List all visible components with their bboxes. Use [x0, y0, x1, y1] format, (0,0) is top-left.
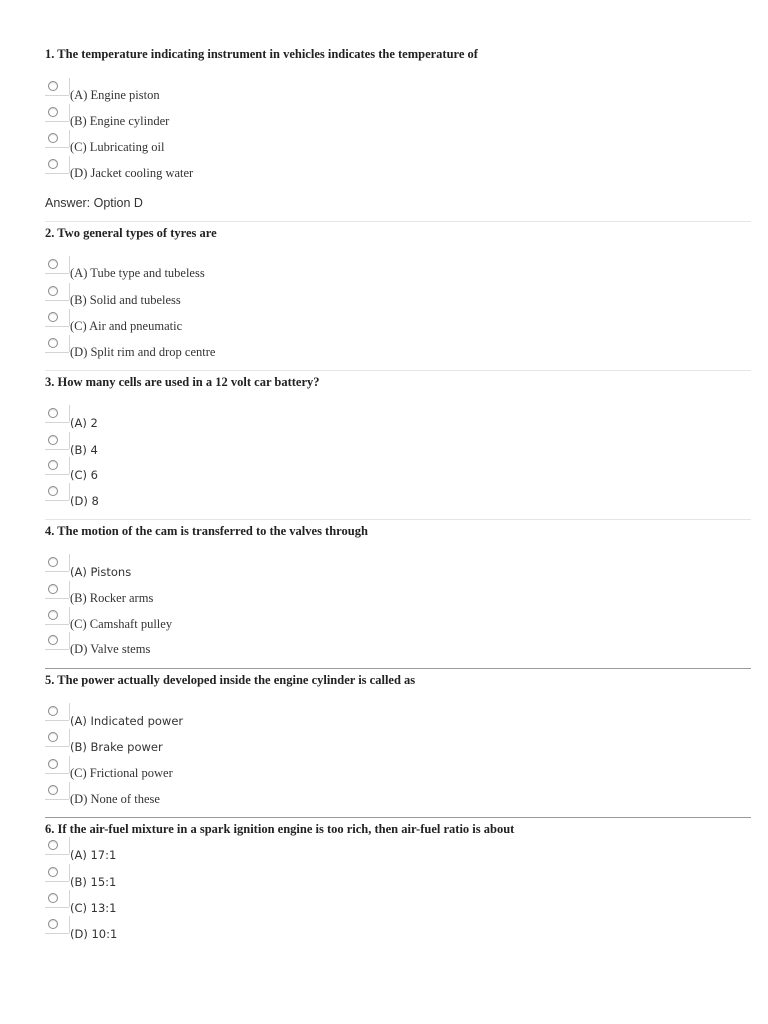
- question-5-option-d[interactable]: [45, 785, 445, 811]
- option-label: (D) Valve stems: [70, 642, 151, 656]
- option-label: (B) Engine cylinder: [70, 114, 170, 128]
- option-label: (B) Brake power: [70, 740, 163, 754]
- question-6-option-b[interactable]: [45, 867, 445, 893]
- option-label: (A) Engine piston: [70, 88, 160, 102]
- question-4-option-a[interactable]: [45, 557, 445, 583]
- divider: [45, 519, 751, 520]
- radio-button-icon[interactable]: [48, 893, 58, 903]
- question-5-title: 5. The power actually developed inside the engine cylinder is called as: [45, 673, 416, 687]
- question-1-option-c[interactable]: [45, 133, 445, 159]
- question-5-option-c[interactable]: [45, 759, 445, 785]
- option-label: (B) 4: [70, 443, 98, 457]
- option-label: (C) Lubricating oil: [70, 140, 165, 154]
- radio-button-icon[interactable]: [48, 840, 58, 850]
- option-label: (D) Split rim and drop centre: [70, 345, 216, 359]
- question-4-option-c[interactable]: [45, 610, 445, 636]
- question-3-option-a[interactable]: [45, 408, 445, 434]
- option-label: (C) Frictional power: [70, 766, 173, 780]
- radio-button-icon[interactable]: [48, 408, 58, 418]
- radio-button-icon[interactable]: [48, 610, 58, 620]
- radio-button-icon[interactable]: [48, 706, 58, 716]
- divider: [45, 221, 751, 222]
- divider: [45, 370, 751, 371]
- option-label: (A) 17:1: [70, 848, 117, 862]
- question-4-option-d[interactable]: [45, 635, 445, 661]
- question-1-title: 1. The temperature indicating instrument in vehicles indicates the temperature of: [45, 47, 478, 61]
- option-label: (B) 15:1: [70, 875, 117, 889]
- question-2-option-d[interactable]: [45, 338, 445, 364]
- answer-text: Answer: Option D: [45, 196, 143, 210]
- question-1-option-d[interactable]: [45, 159, 445, 185]
- option-label: (B) Rocker arms: [70, 591, 154, 605]
- question-2-option-c[interactable]: [45, 312, 445, 338]
- option-label: (A) Pistons: [70, 565, 132, 579]
- radio-button-icon[interactable]: [48, 312, 58, 322]
- radio-button-icon[interactable]: [48, 259, 58, 269]
- question-1-option-a[interactable]: [45, 81, 445, 107]
- question-2-option-a[interactable]: [45, 259, 445, 285]
- radio-button-icon[interactable]: [48, 81, 58, 91]
- option-label: (C) Air and pneumatic: [70, 319, 183, 333]
- option-label: (A) Indicated power: [70, 714, 184, 728]
- option-label: (D) 8: [70, 494, 99, 508]
- radio-button-icon[interactable]: [48, 557, 58, 567]
- radio-button-icon[interactable]: [48, 159, 58, 169]
- question-1-option-b[interactable]: [45, 107, 445, 133]
- radio-button-icon[interactable]: [48, 286, 58, 296]
- radio-button-icon[interactable]: [48, 785, 58, 795]
- option-label: (C) 6: [70, 468, 98, 482]
- radio-button-icon[interactable]: [48, 133, 58, 143]
- option-label: (A) Tube type and tubeless: [70, 266, 205, 280]
- question-6-option-a[interactable]: [45, 840, 445, 866]
- question-2-title: 2. Two general types of tyres are: [45, 226, 217, 240]
- question-6-option-d[interactable]: [45, 919, 445, 945]
- radio-button-icon[interactable]: [48, 919, 58, 929]
- question-3-option-b[interactable]: [45, 435, 445, 461]
- radio-button-icon[interactable]: [48, 759, 58, 769]
- radio-button-icon[interactable]: [48, 435, 58, 445]
- radio-button-icon[interactable]: [48, 107, 58, 117]
- option-label: (D) 10:1: [70, 927, 118, 941]
- question-4-option-b[interactable]: [45, 584, 445, 610]
- radio-button-icon[interactable]: [48, 584, 58, 594]
- question-3-option-c[interactable]: [45, 460, 445, 486]
- radio-button-icon[interactable]: [48, 732, 58, 742]
- question-6-option-c[interactable]: [45, 893, 445, 919]
- option-label: (C) Camshaft pulley: [70, 617, 173, 631]
- option-label: (B) Solid and tubeless: [70, 293, 181, 307]
- question-6-title: 6. If the air-fuel mixture in a spark ignition engine is too rich, then air-fuel ratio is about: [45, 822, 515, 836]
- option-label: (C) 13:1: [70, 901, 117, 915]
- option-label: (D) None of these: [70, 792, 160, 806]
- radio-button-icon[interactable]: [48, 867, 58, 877]
- radio-button-icon[interactable]: [48, 635, 58, 645]
- radio-button-icon[interactable]: [48, 460, 58, 470]
- option-label: (D) Jacket cooling water: [70, 166, 194, 180]
- question-2-option-b[interactable]: [45, 286, 445, 312]
- question-5-option-a[interactable]: [45, 706, 445, 732]
- divider: [45, 817, 751, 818]
- divider: [45, 668, 751, 669]
- radio-button-icon[interactable]: [48, 338, 58, 348]
- question-3-title: 3. How many cells are used in a 12 volt car battery?: [45, 375, 320, 389]
- question-5-option-b[interactable]: [45, 732, 445, 758]
- radio-button-icon[interactable]: [48, 486, 58, 496]
- question-4-title: 4. The motion of the cam is transferred to the valves through: [45, 524, 368, 538]
- question-3-option-d[interactable]: [45, 486, 445, 512]
- option-label: (A) 2: [70, 416, 98, 430]
